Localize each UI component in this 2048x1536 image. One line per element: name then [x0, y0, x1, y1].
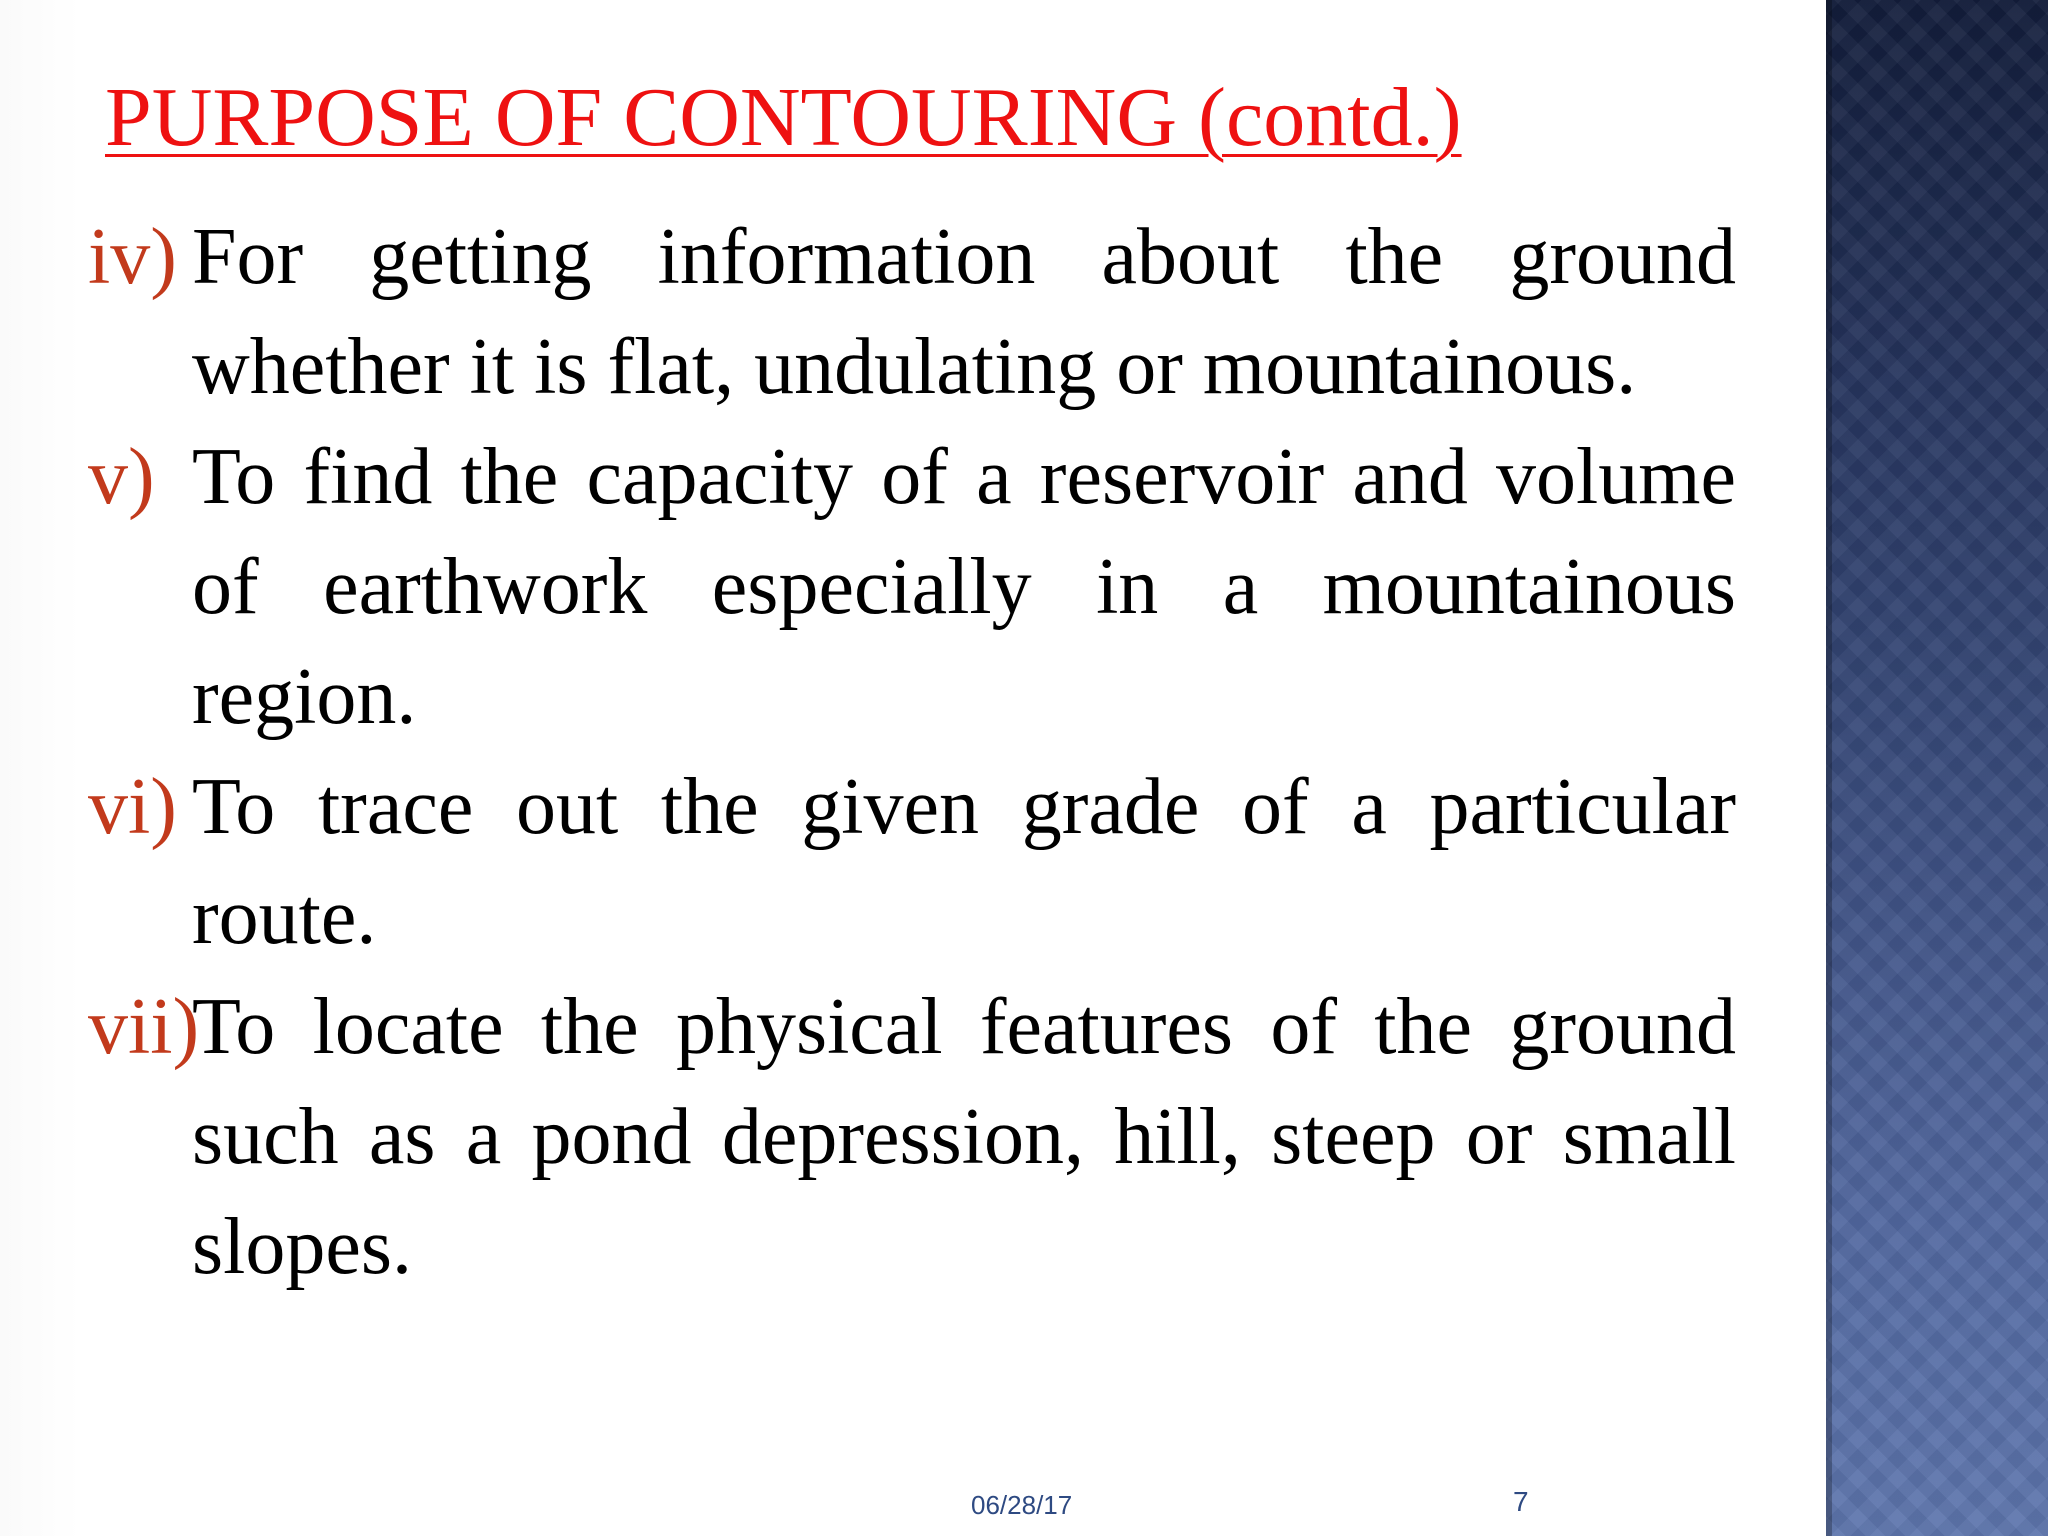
list-marker: iv): [88, 213, 177, 301]
slide-page-number: 7: [1513, 1486, 1529, 1517]
list-item-text: To locate the physical features of the ground such as a pond depression, hill, steep or small slopes.: [192, 983, 1736, 1291]
slide-footer-date: 06/28/17: [971, 1490, 1073, 1520]
list-item-text: For getting information about the ground whether it is flat, undulating or mountainous.: [192, 213, 1736, 411]
list-item-text: To find the capacity of a reservoir and volume of earthwork especially in a mountainous region.: [192, 433, 1736, 741]
contouring-purpose-list: [88, 202, 1736, 1302]
list-item-vii: [88, 972, 1736, 1302]
decorative-side-panel: [1826, 0, 2048, 1536]
list-item-v: [88, 422, 1736, 752]
list-marker: vii): [88, 983, 200, 1071]
list-item-iv: [88, 202, 1736, 422]
list-marker: v): [88, 433, 155, 521]
list-marker: vi): [88, 763, 177, 851]
list-item-vi: [88, 752, 1736, 972]
slide-title: PURPOSE OF CONTOURING (contd.): [105, 71, 1462, 164]
list-item-text: To trace out the given grade of a particular route.: [192, 763, 1736, 961]
